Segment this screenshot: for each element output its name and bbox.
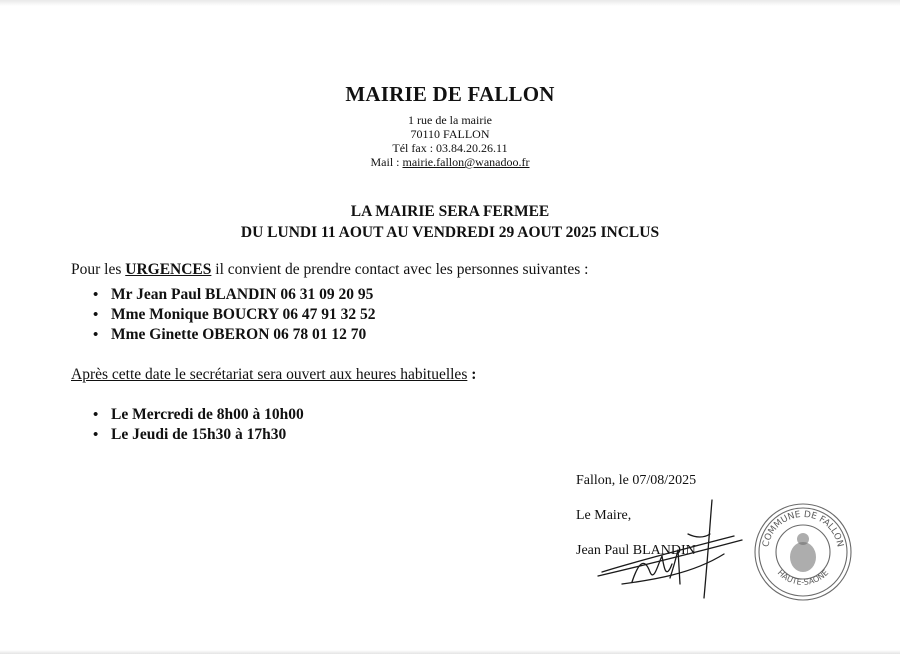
- page-top-edge: [0, 0, 900, 6]
- place-date: Fallon, le 07/08/2025: [576, 473, 697, 488]
- address-line: 1 rue de la mairie: [408, 113, 492, 127]
- hours-list: [91, 405, 304, 445]
- closure-line-2: DU LUNDI 11 AOUT AU VENDREDI 29 AOUT 2025 INCLUS: [240, 224, 660, 241]
- mairie-title: MAIRIE DE FALLON: [345, 82, 555, 106]
- contact-list: [91, 285, 376, 345]
- mail-line: [0, 155, 900, 169]
- stamp-bottom-text: HAUTE-SAONE: [775, 568, 831, 587]
- city-line: 70110 FALLON: [410, 127, 490, 141]
- page-bottom-edge: [0, 650, 900, 654]
- phone-line: Tél fax : 03.84.20.26.11: [392, 141, 508, 155]
- signer-role: Le Maire,: [576, 508, 632, 523]
- list-item: • Mr Jean Paul BLANDIN 06 31 09 20 95: [91, 285, 376, 305]
- signer-name: Jean Paul BLANDIN: [576, 543, 696, 558]
- list-item: • Le Mercredi de 8h00 à 10h00: [91, 405, 304, 425]
- closure-notice: [0, 201, 900, 243]
- mail-link[interactable]: mairie.fallon@wanadoo.fr: [402, 155, 530, 169]
- urgences-intro: [71, 261, 588, 279]
- list-item: • Mme Monique BOUCRY 06 47 91 32 52: [91, 305, 376, 325]
- handwritten-signature: [592, 494, 752, 604]
- closure-line-1: LA MAIRIE SERA FERMEE: [350, 203, 550, 220]
- letterhead: [0, 82, 900, 169]
- urgences-keyword: URGENCES: [125, 261, 212, 278]
- stamp-top-text: COMMUNE DE FALLON: [761, 509, 845, 548]
- mail-label: Mail :: [370, 155, 403, 169]
- after-colon: :: [467, 366, 477, 383]
- after-text: Après cette date le secrétariat sera ouvert aux heures habituelles: [71, 366, 468, 383]
- urgences-suffix: il convient de prendre contact avec les personnes suivantes :: [211, 261, 589, 278]
- list-item: • Mme Ginette OBERON 06 78 01 12 70: [91, 325, 376, 345]
- urgences-prefix: Pour les: [71, 261, 126, 278]
- official-stamp: [748, 497, 858, 607]
- list-item: • Le Jeudi de 15h30 à 17h30: [91, 425, 304, 445]
- after-notice: [71, 366, 476, 384]
